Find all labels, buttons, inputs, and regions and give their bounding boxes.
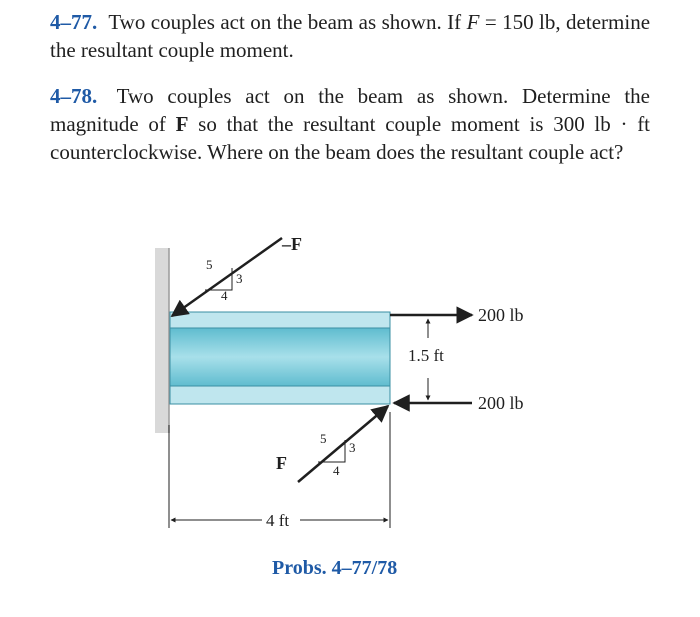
problem-number: 4–77.	[50, 10, 98, 34]
problem-number: 4–78.	[50, 84, 98, 108]
force-minus-f-label: –F	[282, 234, 302, 254]
dim-4ft-label: 4 ft	[266, 511, 290, 530]
dim-1-5ft-label: 1.5 ft	[408, 346, 444, 365]
force-f-arrow	[298, 406, 388, 482]
problem-text: Two couples act on the beam as shown. If	[108, 10, 462, 34]
svg-text:3: 3	[236, 271, 243, 286]
svg-text:4: 4	[221, 288, 228, 303]
variable-f: F	[175, 112, 189, 136]
beam	[170, 312, 390, 404]
svg-text:5: 5	[206, 257, 213, 272]
figure-caption: Probs. 4–77/78	[272, 557, 398, 579]
problem-text: Two couples act on the beam as shown. Determine the magnitude of	[50, 84, 650, 136]
problem-text: so that the resultant couple moment is 300 lb · ft counterclockwise. Where on the beam does the resultant couple act?	[50, 112, 651, 164]
force-minus-f-arrow	[172, 238, 282, 316]
variable-f: F	[466, 10, 480, 34]
wall	[155, 248, 169, 433]
force-f-label: F	[276, 453, 287, 473]
svg-text:4: 4	[333, 463, 340, 478]
svg-text:5: 5	[320, 431, 327, 446]
force-200lb-bottom-label: 200 lb	[478, 393, 524, 413]
force-200lb-top-label: 200 lb	[478, 305, 524, 325]
svg-text:3: 3	[349, 440, 356, 455]
problem-text: = 150 lb, determine the resultant couple moment.	[50, 10, 651, 62]
